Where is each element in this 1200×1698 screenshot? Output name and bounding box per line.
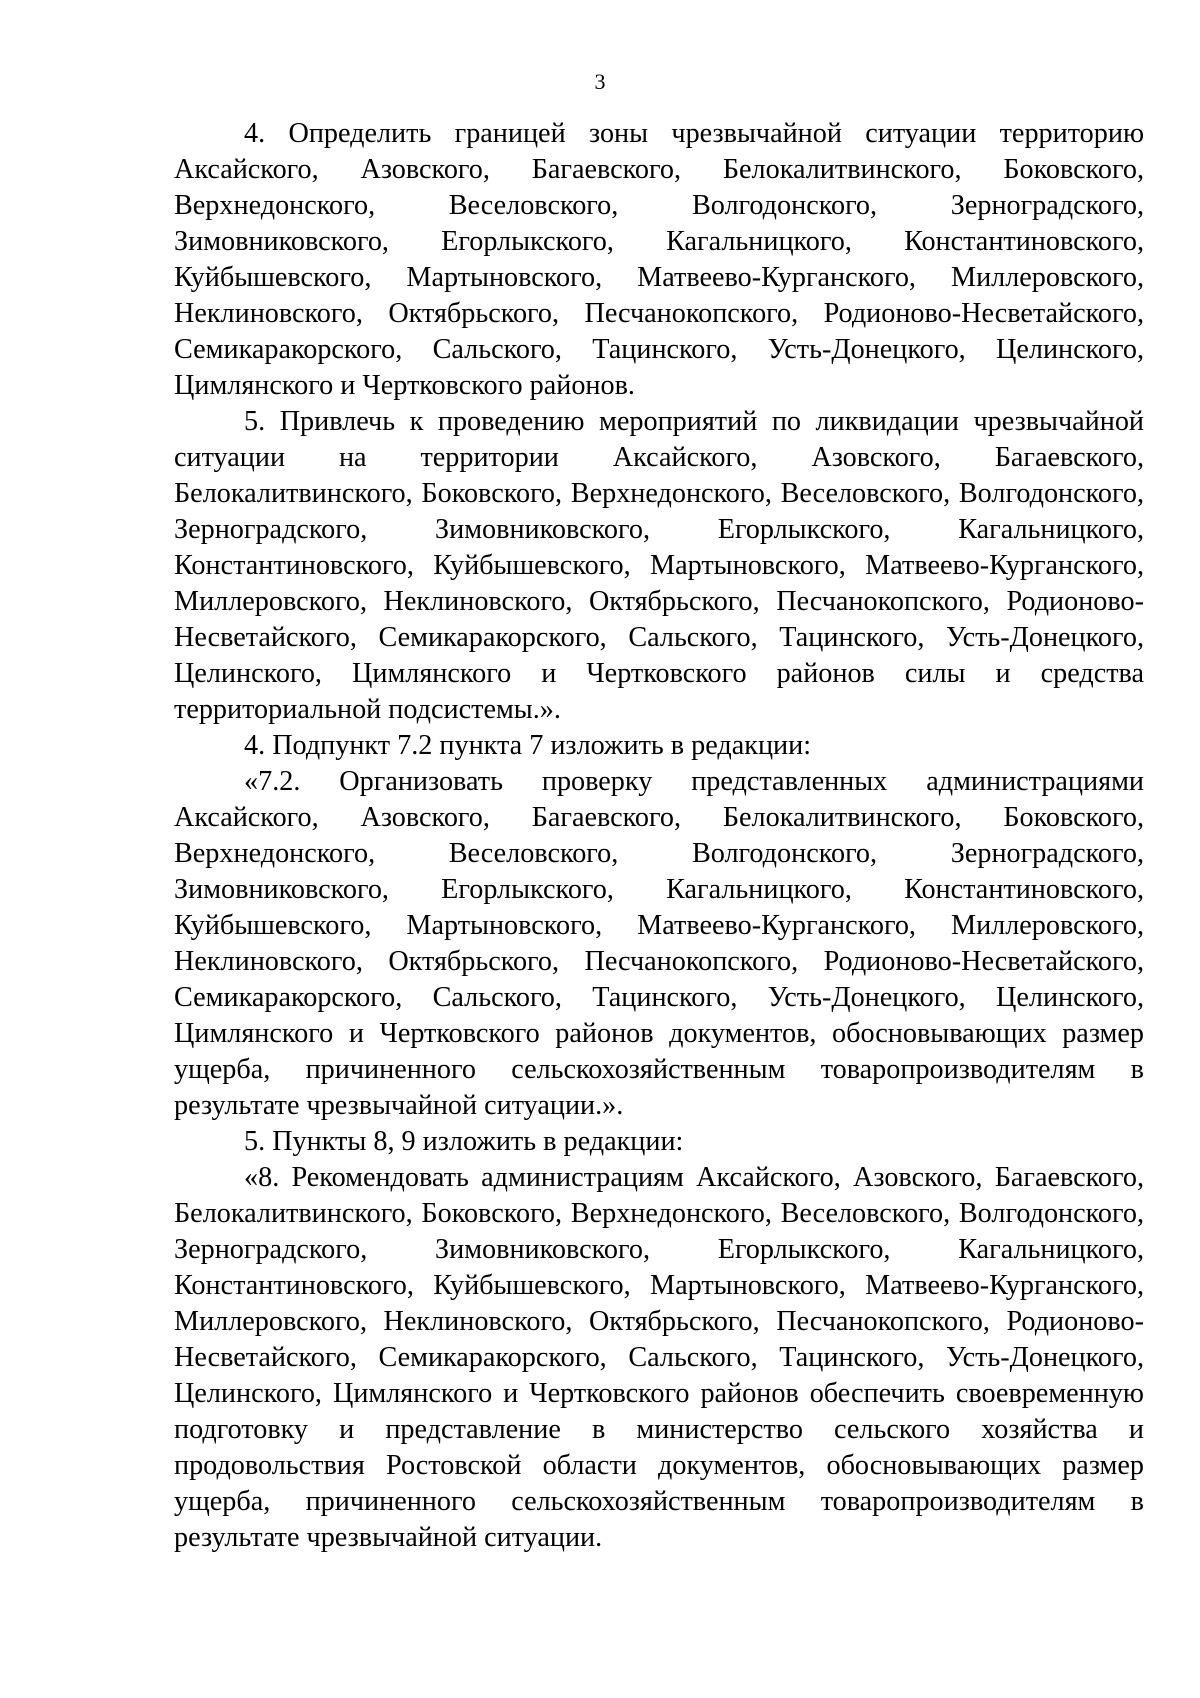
- paragraph-amendment-4: 4. Подпункт 7.2 пункта 7 изложить в редакции:: [244, 730, 812, 761]
- paragraph-item-4-emergency-zone: 4. Определить границей зоны чрезвычайной ситуации территорию Аксайского, Азовского, Багаевского, Белокалитвинского, Боковского, Верхнедонского, Веселовского, Волгодонского, Зерноградского, Зимовниковского, Егорлыкского, Кагальницкого, Константиновского, Куйбышевского, Мартыновского, Матвеево-Курганского, Миллеровского, Неклиновского, Октябрьского, Песчанокопского, Родионово-Несветайского, Семикаракорского, Сальского, Тацинского, Усть-Донецкого, Целинского, Цимлянского и Чертковского районов.: [174, 118, 1144, 401]
- paragraph-item-8: «8. Рекомендовать администрациям Аксайского, Азовского, Багаевского, Белокалитвинского, Боковского, Верхнедонского, Веселовского, Волгодонского, Зерноградского, Зимовниковского, Егорлыкского, Кагальницкого, Константиновского, Куйбышевского, Мартыновского, Матвеево-Курганского, Миллеровского, Неклиновского, Октябрьского, Песчанокопского, Родионово-Несветайского, Семикаракорского, Сальского, Тацинского, Усть-Донецкого, Целинского, Цимлянского и Чертковского районов обеспечить своевременную подготовку и представление в министерство сельского хозяйства и продовольствия Ростовской области документов, обосновывающих размер ущерба, причиненного сельскохозяйственным товаропроизводителям в результате чрезвычайной ситуации.: [174, 1162, 1144, 1553]
- document-body: [174, 116, 1144, 1556]
- page-number: 3: [594, 69, 606, 94]
- paragraph-item-5-forces: 5. Привлечь к проведению мероприятий по ликвидации чрезвычайной ситуации на территории Аксайского, Азовского, Багаевского, Белокалитвинского, Боковского, Верхнедонского, Веселовского, Волгодонского, Зерноградского, Зимовниковского, Егорлыкского, Кагальницкого, Константиновского, Куйбышевского, Мартыновского, Матвеево-Курганского, Миллеровского, Неклиновского, Октябрьского, Песчанокопского, Родионово-Несветайского, Семикаракорского, Сальского, Тацинского, Усть-Донецкого, Целинского, Цимлянского и Чертковского районов силы и средства территориальной подсистемы.».: [174, 406, 1144, 725]
- paragraph-amendment-5: 5. Пункты 8, 9 изложить в редакции:: [244, 1126, 684, 1157]
- paragraph-subitem-7-2: «7.2. Организовать проверку представленных администрациями Аксайского, Азовского, Багаевского, Белокалитвинского, Боковского, Верхнедонского, Веселовского, Волгодонского, Зерноградского, Зимовниковского, Егорлыкского, Кагальницкого, Константиновского, Куйбышевского, Мартыновского, Матвеево-Курганского, Миллеровского, Неклиновского, Октябрьского, Песчанокопского, Родионово-Несветайского, Семикаракорского, Сальского, Тацинского, Усть-Донецкого, Целинского, Цимлянского и Чертковского районов документов, обосновывающих размер ущерба, причиненного сельскохозяйственным товаропроизводителям в результате чрезвычайной ситуации.».: [174, 766, 1144, 1121]
